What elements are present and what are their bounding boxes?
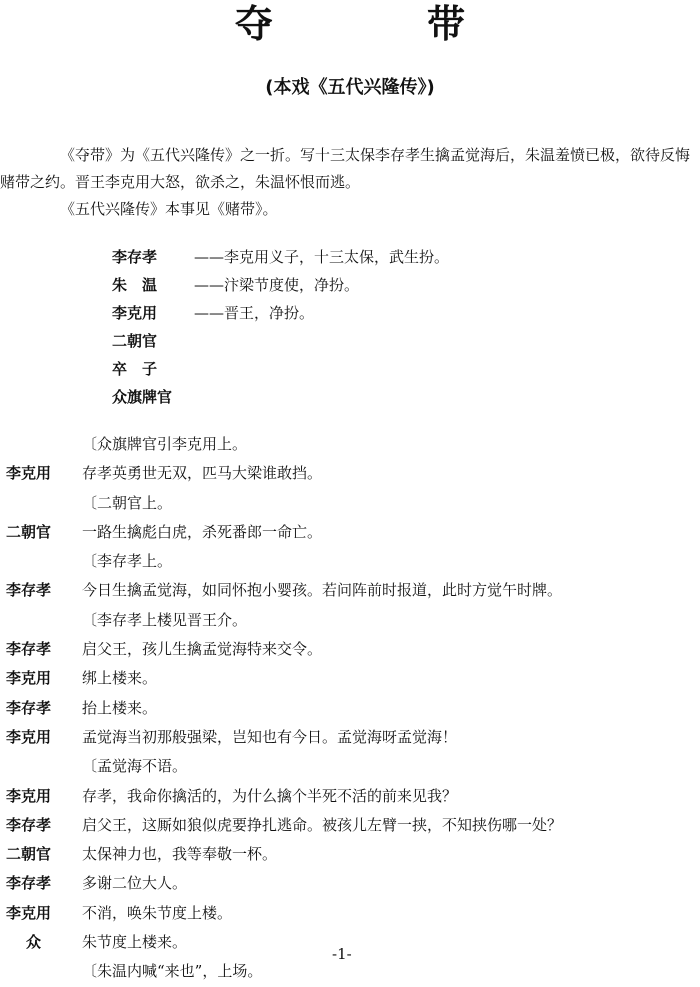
cast-name: 二朝官 xyxy=(112,332,158,350)
dialogue-text: 启父王，这厮如狼似虎要挣扎逃命。被孩儿左臂一挟，不知挟伤哪一处？ xyxy=(82,815,563,834)
dialogue-line xyxy=(0,694,700,723)
dialogue-text: 绑上楼来。 xyxy=(82,669,158,688)
speaker-name: 二朝官 xyxy=(6,522,52,541)
speaker-name: 李存孝 xyxy=(6,815,52,834)
speaker-name: 李存孝 xyxy=(6,581,52,600)
stage-direction-text: 〔二朝官上。 xyxy=(82,493,173,512)
page-subtitle: (本戏《五代兴隆传》) xyxy=(265,77,435,98)
cast-item xyxy=(112,355,672,383)
stage-direction-text: 〔众旗牌官引李克用上。 xyxy=(82,435,248,453)
dialogue-line xyxy=(0,899,700,928)
stage-direction xyxy=(0,430,700,459)
intro-section xyxy=(0,142,690,223)
dialogue-line xyxy=(0,869,700,898)
stage-direction-text: 〔李存孝上楼见晋王介。 xyxy=(82,610,248,629)
stage-direction-text: 〔孟觉海不语。 xyxy=(82,757,188,776)
dialogue-line xyxy=(0,576,700,605)
cast-description: ——汴梁节度使，净扮。 xyxy=(194,276,360,294)
dialogue-text: 孟觉海当初那般强梁，岂知也有今日。孟觉海呀孟觉海！ xyxy=(82,727,458,746)
dialogue-text: 一路生擒彪白虎，杀死番郎一命亡。 xyxy=(82,522,323,541)
speaker-name: 李克用 xyxy=(6,903,52,922)
cast-name: 卒 子 xyxy=(112,360,158,378)
dialogue-line xyxy=(0,811,700,840)
cast-item xyxy=(112,299,672,327)
cast-list xyxy=(112,243,672,411)
dialogue-line xyxy=(0,518,700,547)
speaker-name: 众 xyxy=(26,933,42,952)
speaker-name: 李存孝 xyxy=(6,640,52,659)
speaker-name: 二朝官 xyxy=(6,845,52,864)
stage-direction-text: 〔朱温内喊“来也”，上场。 xyxy=(82,962,263,981)
stage-direction xyxy=(0,547,700,576)
dialogue-line xyxy=(0,664,700,693)
cast-name: 朱 温 xyxy=(112,276,158,294)
dialogue-text: 太保神力也，我等奉敬一杯。 xyxy=(82,845,278,864)
dialogue-text: 多谢二位大人。 xyxy=(82,874,188,893)
speaker-name: 李克用 xyxy=(6,727,52,746)
speaker-name: 李存孝 xyxy=(6,874,52,893)
cast-item xyxy=(112,383,672,411)
dialogue-text: 朱节度上楼来。 xyxy=(82,933,188,952)
dialogue-line xyxy=(0,459,700,488)
dialogue-line xyxy=(0,723,700,752)
intro-paragraph: 《夺带》为《五代兴隆传》之一折。写十三太保李存孝生擒孟觉海后，朱温羞愤已极，欲待反悔赌带之约。晋王李克用大怒，欲杀之，朱温怀恨而逃。 xyxy=(0,146,691,191)
dialogue-text: 不消，唤朱节度上楼。 xyxy=(82,903,233,922)
cast-description: ——李克用义子，十三太保，武生扮。 xyxy=(194,248,450,266)
script-lines xyxy=(0,430,700,987)
cast-name: 众旗牌官 xyxy=(112,388,173,406)
dialogue-text: 存孝，我命你擒活的，为什么擒个半死不活的前来见我？ xyxy=(82,786,458,805)
cast-item xyxy=(112,271,672,299)
stage-direction xyxy=(0,752,700,781)
dialogue-line xyxy=(0,782,700,811)
page-number: -1- xyxy=(332,945,352,963)
dialogue-text: 抬上楼来。 xyxy=(82,698,158,717)
cast-name: 李存孝 xyxy=(112,248,158,266)
page-title: 夺 带 xyxy=(234,2,523,46)
cast-item xyxy=(112,327,672,355)
speaker-name: 李克用 xyxy=(6,786,52,805)
dialogue-line xyxy=(0,840,700,869)
dialogue-line xyxy=(0,635,700,664)
stage-direction xyxy=(0,606,700,635)
speaker-name: 李克用 xyxy=(6,669,52,688)
dialogue-text: 今日生擒孟觉海，如同怀抱小婴孩。若问阵前时报道，此时方觉午时牌。 xyxy=(82,581,563,600)
cast-name: 李克用 xyxy=(112,304,158,322)
intro-paragraph: 《五代兴隆传》本事见《赌带》。 xyxy=(60,200,278,218)
stage-direction xyxy=(0,489,700,518)
speaker-name: 李存孝 xyxy=(6,698,52,717)
speaker-name: 李克用 xyxy=(6,464,52,483)
dialogue-text: 启父王，孩儿生擒孟觉海特来交令。 xyxy=(82,640,323,659)
stage-direction-text: 〔李存孝上。 xyxy=(82,552,173,571)
dialogue-text: 存孝英勇世无双，匹马大梁谁敢挡。 xyxy=(82,464,323,483)
cast-description: ——晋王，净扮。 xyxy=(194,304,315,322)
cast-item xyxy=(112,243,672,271)
